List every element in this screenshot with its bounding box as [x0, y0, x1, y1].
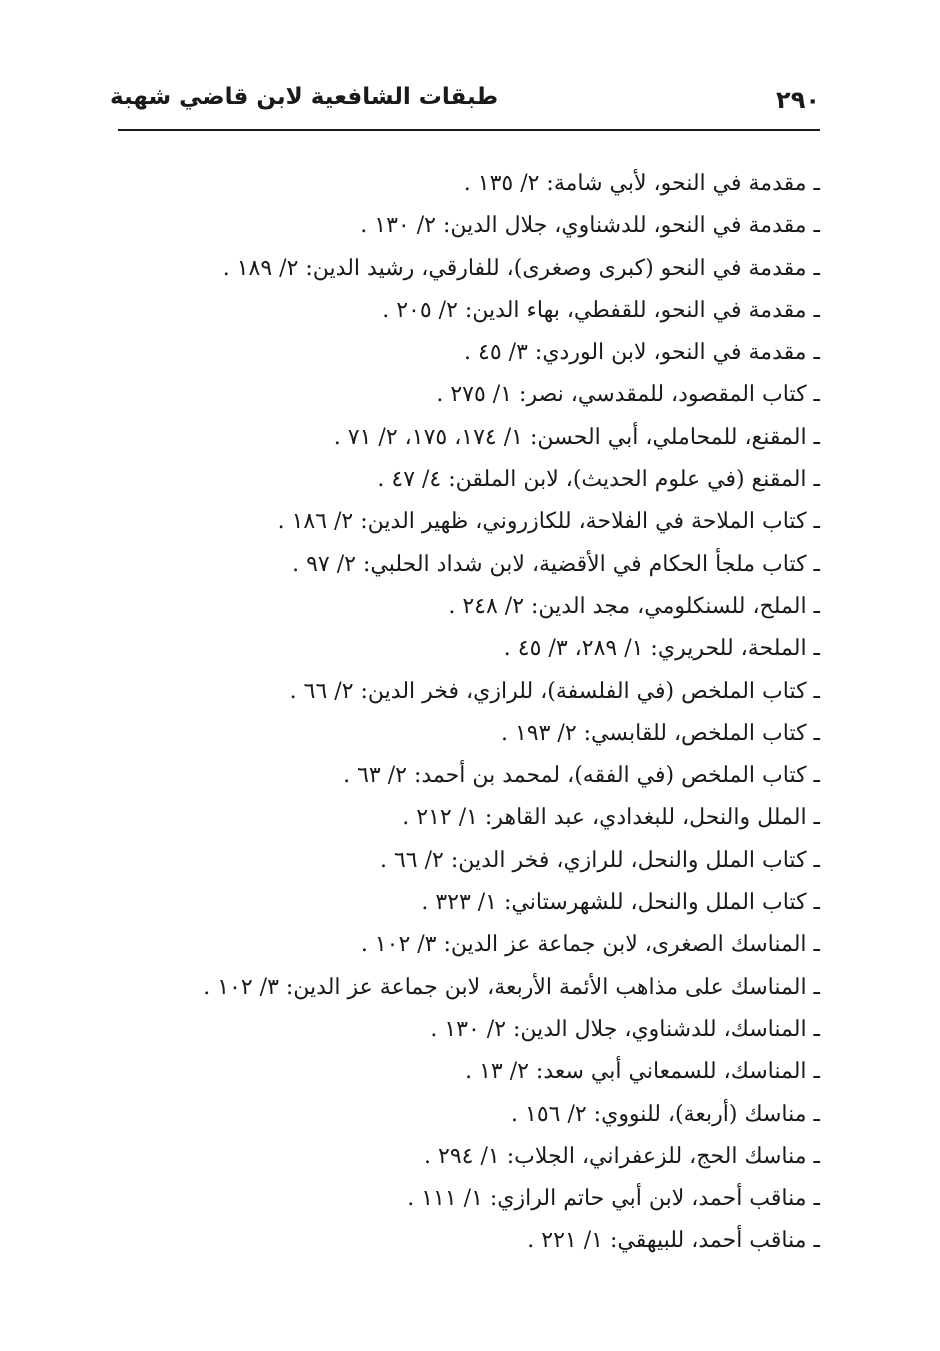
index-entry: ـ المناسك، للسمعاني أبي سعد: ٢/ ١٣ .: [465, 1059, 820, 1085]
index-entry: ـ كتاب الملاحة في الفلاحة، للكازروني، ظهير الدين: ٢/ ١٨٦ .: [277, 509, 820, 535]
index-entry: ـ مناسك (أربعة)، للنووي: ٢/ ١٥٦ .: [511, 1101, 820, 1127]
index-entry: ـ مناقب أحمد، لابن أبي حاتم الرازي: ١/ ١١١ .: [407, 1186, 820, 1212]
index-entry: ـ المقنع (في علوم الحديث)، لابن الملقن: ٤/ ٤٧ .: [377, 467, 820, 493]
index-entry: ـ المناسك على مذاهب الأئمة الأربعة، لابن جماعة عز الدين: ٣/ ١٠٢ .: [203, 974, 820, 1000]
page-number: ٢٩٠: [776, 86, 820, 114]
index-entries: [100, 163, 820, 1263]
index-entry: ـ كتاب الملل والنحل، للشهرستاني: ١/ ٣٢٣ .: [421, 890, 820, 916]
index-entry: ـ مناسك الحج، للزعفراني، الجلاب: ١/ ٢٩٤ .: [424, 1143, 820, 1169]
index-entry: ـ مقدمة في النحو، لابن الوردي: ٣/ ٤٥ .: [464, 340, 820, 366]
index-entry: ـ كتاب الملل والنحل، للرازي، فخر الدين: ٢/ ٦٦ .: [379, 847, 820, 873]
index-entry: ـ كتاب ملجأ الحكام في الأقضية، لابن شداد الحلبي: ٢/ ٩٧ .: [292, 551, 820, 577]
index-entry: ـ كتاب الملخص (في الفلسفة)، للرازي، فخر الدين: ٢/ ٦٦ .: [289, 678, 820, 704]
index-entry: ـ مقدمة في النحو، لأبي شامة: ٢/ ١٣٥ .: [463, 171, 820, 196]
header-rule: [118, 129, 820, 131]
index-entry: ـ كتاب المقصود، للمقدسي، نصر: ١/ ٢٧٥ .: [436, 382, 820, 408]
page-header: [110, 76, 820, 120]
index-entry: ـ المقنع، للمحاملي، أبي الحسن: ١/ ١٧٤، ١٧٥، ٢/ ٧١ .: [333, 424, 820, 450]
index-entry: ـ كتاب الملخص، للقابسي: ٢/ ١٩٣ .: [500, 720, 820, 746]
index-entry: ـ الملحة، للحريري: ١/ ٢٨٩، ٣/ ٤٥ .: [503, 636, 820, 662]
index-entry: ـ الملح، للسنكلومي، مجد الدين: ٢/ ٢٤٨ .: [448, 593, 820, 619]
index-entry: ـ الملل والنحل، للبغدادي، عبد القاهر: ١/ ٢١٢ .: [402, 805, 820, 831]
index-entry: ـ المناسك الصغرى، لابن جماعة عز الدين: ٣/ ١٠٢ .: [360, 932, 820, 958]
index-entry: ـ مقدمة في النحو، للقفطي، بهاء الدين: ٢/ ٢٠٥ .: [382, 297, 820, 323]
index-entry: ـ كتاب الملخص (في الفقه)، لمحمد بن أحمد: ٢/ ٦٣ .: [343, 763, 820, 789]
index-entry: ـ مقدمة في النحو، للدشناوي، جلال الدين: ٢/ ١٣٠ .: [360, 213, 820, 239]
running-title: طبقات الشافعية لابن قاضي شهبة: [110, 84, 499, 110]
index-entry: ـ المناسك، للدشناوي، جلال الدين: ٢/ ١٣٠ .: [430, 1016, 820, 1042]
index-entry: ـ مقدمة في النحو (كبرى وصغرى)، للفارقي، رشيد الدين: ٢/ ١٨٩ .: [222, 255, 820, 281]
index-entry: ـ مناقب أحمد، للبيهقي: ١/ ٢٢١ .: [527, 1228, 820, 1254]
